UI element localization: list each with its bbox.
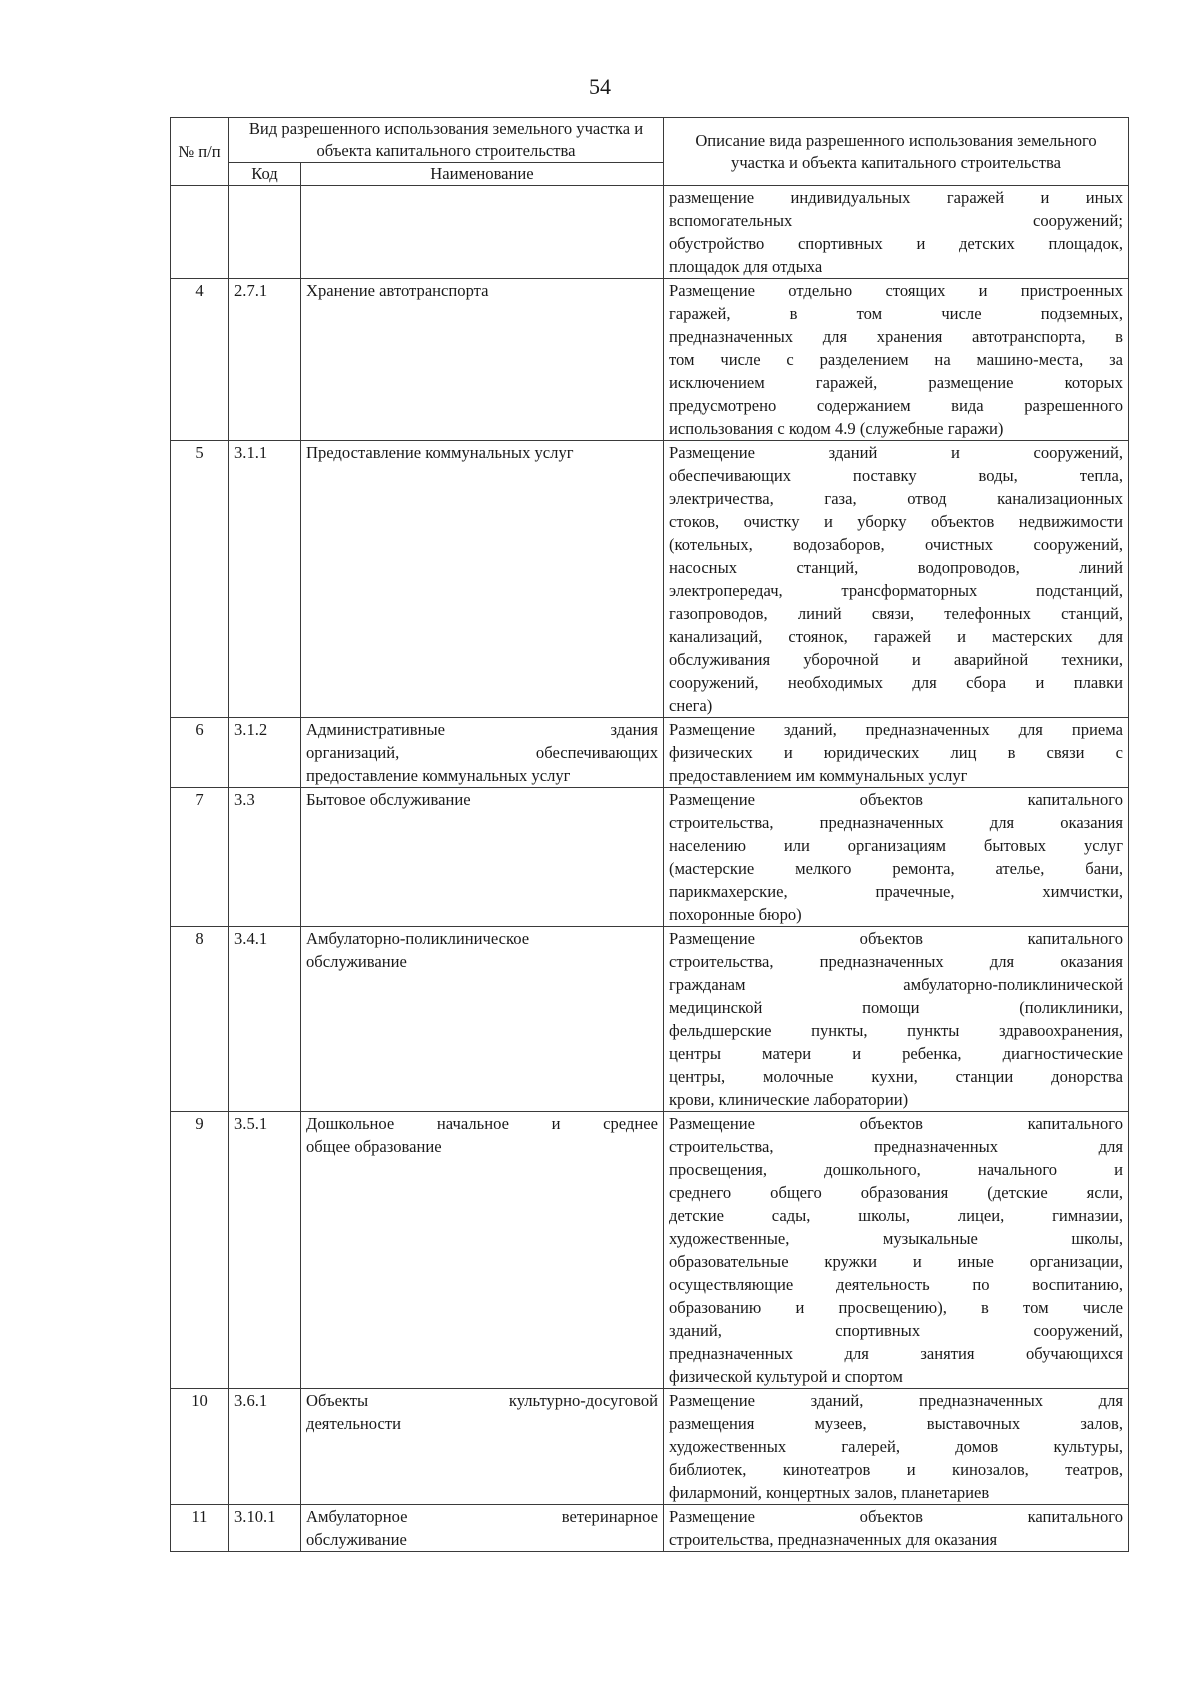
row-code: 3.1.1 (229, 441, 301, 718)
row-description-line: Размещение зданий, предназначенных для приема (669, 720, 1123, 739)
row-description-line: электричества, газа, отвод канализационных (669, 489, 1123, 508)
row-name (301, 1389, 664, 1505)
row-description-line: сооружений, необходимых для сбора и плавки (669, 673, 1123, 692)
row-name (301, 718, 664, 788)
row-description-line: предусмотрено содержанием вида разрешенного (669, 396, 1123, 415)
land-use-table (170, 117, 1129, 1552)
row-description-line: Размещение отдельно стоящих и пристроенных (669, 281, 1123, 300)
row-description-line: строительства, предназначенных для оказания (669, 952, 1123, 971)
row-description (664, 186, 1129, 279)
row-description-line: Размещение зданий и сооружений, (669, 443, 1123, 462)
row-description-line: стоков, очистку и уборку объектов недвижимости (669, 512, 1123, 531)
row-name (301, 441, 664, 718)
row-name (301, 927, 664, 1112)
row-code: 3.10.1 (229, 1505, 301, 1552)
row-number: 11 (171, 1505, 229, 1552)
row-description (664, 441, 1129, 718)
row-description-line: Размещение зданий, предназначенных для (669, 1391, 1123, 1410)
row-description-line: электропередач, трансформаторных подстанций, (669, 581, 1123, 600)
row-description (664, 788, 1129, 927)
row-code: 3.1.2 (229, 718, 301, 788)
row-description-line: крови, клинические лаборатории) (669, 1090, 909, 1109)
row-description-line: обустройство спортивных и детских площадок, (669, 234, 1123, 253)
row-description-line: Размещение объектов капитального (669, 929, 1123, 948)
row-number: 7 (171, 788, 229, 927)
row-description-line: том числе с разделением на машино-места, за (669, 350, 1123, 369)
row-description-line: строительства, предназначенных для оказания (669, 813, 1123, 832)
row-description-line: образовательные кружки и иные организации, (669, 1252, 1123, 1271)
row-name-line: Бытовое обслуживание (306, 790, 471, 809)
row-name-line: Дошкольное начальное и среднее (306, 1114, 658, 1133)
row-code: 3.5.1 (229, 1112, 301, 1389)
row-description-line: физической культурой и спортом (669, 1367, 903, 1386)
row-description (664, 1112, 1129, 1389)
row-description-line: строительства, предназначенных для (669, 1137, 1123, 1156)
row-description-line: вспомогательных сооружений; (669, 211, 1123, 230)
row-number: 10 (171, 1389, 229, 1505)
row-description-line: Размещение объектов капитального (669, 1114, 1123, 1133)
row-description-line: Размещение объектов капитального (669, 790, 1123, 809)
row-description-line: снега) (669, 696, 713, 715)
row-description-line: библиотек, кинотеатров и кинозалов, театров, (669, 1460, 1123, 1479)
row-description-line: художественные, музыкальные школы, (669, 1229, 1123, 1248)
row-description-line: насосных станций, водопроводов, линий (669, 558, 1123, 577)
row-name-line: обслуживание (306, 952, 407, 971)
table-row (171, 718, 1129, 788)
header-code: Код (229, 163, 301, 186)
row-description-line: предназначенных для хранения автотранспорта, в (669, 327, 1123, 346)
row-description-line: размещения музеев, выставочных залов, (669, 1414, 1123, 1433)
row-number: 6 (171, 718, 229, 788)
row-description-line: канализаций, стоянок, гаражей и мастерских для (669, 627, 1123, 646)
table-row (171, 788, 1129, 927)
row-code: 3.6.1 (229, 1389, 301, 1505)
row-number (171, 186, 229, 279)
row-name (301, 1112, 664, 1389)
row-description (664, 1505, 1129, 1552)
row-description-line: (котельных, водозаборов, очистных сооружений, (669, 535, 1123, 554)
row-number: 8 (171, 927, 229, 1112)
row-description-line: центры, молочные кухни, станции донорства (669, 1067, 1123, 1086)
row-name-line: Предоставление коммунальных услуг (306, 443, 574, 462)
row-description-line: образованию и просвещению), в том числе (669, 1298, 1123, 1317)
row-name-line: Хранение автотранспорта (306, 281, 489, 300)
row-description-line: исключением гаражей, размещение которых (669, 373, 1123, 392)
row-description-line: центры матери и ребенка, диагностические (669, 1044, 1123, 1063)
row-description (664, 1389, 1129, 1505)
row-description-line: просвещения, дошкольного, начального и (669, 1160, 1123, 1179)
table-body (171, 186, 1129, 1552)
row-name (301, 279, 664, 441)
row-number: 4 (171, 279, 229, 441)
row-description (664, 718, 1129, 788)
row-description-line: детские сады, школы, лицеи, гимназии, (669, 1206, 1123, 1225)
row-description-line: размещение индивидуальных гаражей и иных (669, 188, 1123, 207)
row-description-line: медицинской помощи (поликлиники, (669, 998, 1123, 1017)
row-name-line: Амбулаторное ветеринарное (306, 1507, 658, 1526)
row-name-line: предоставление коммунальных услуг (306, 766, 571, 785)
table-row (171, 279, 1129, 441)
row-description-line: населению или организациям бытовых услуг (669, 836, 1123, 855)
row-description-line: обслуживания уборочной и аварийной техники, (669, 650, 1123, 669)
header-name: Наименование (301, 163, 664, 186)
row-code (229, 186, 301, 279)
table-row (171, 186, 1129, 279)
row-code: 2.7.1 (229, 279, 301, 441)
row-description-line: фельдшерские пункты, пункты здравоохранения, (669, 1021, 1123, 1040)
row-name-line: организаций, обеспечивающих (306, 743, 658, 762)
row-description-line: филармоний, концертных залов, планетариев (669, 1483, 990, 1502)
page-number: 54 (589, 74, 611, 99)
row-description-line: зданий, спортивных сооружений, (669, 1321, 1123, 1340)
row-name-line: деятельности (306, 1414, 401, 1433)
row-description-line: гражданам амбулаторно-поликлинической (669, 975, 1123, 994)
table-header (171, 118, 1129, 186)
row-description-line: (мастерские мелкого ремонта, ателье, бани, (669, 859, 1123, 878)
row-name (301, 788, 664, 927)
row-name-line: общее образование (306, 1137, 442, 1156)
row-description-line: использования с кодом 4.9 (служебные гаражи) (669, 419, 1004, 438)
table-row (171, 1112, 1129, 1389)
row-description-line: осуществляющие деятельность по воспитанию, (669, 1275, 1123, 1294)
row-number: 5 (171, 441, 229, 718)
row-description-line: художественных галерей, домов культуры, (669, 1437, 1123, 1456)
row-name (301, 186, 664, 279)
row-description-line: площадок для отдыха (669, 257, 823, 276)
row-description-line: предназначенных для занятия обучающихся (669, 1344, 1123, 1363)
row-description-line: похоронные бюро) (669, 905, 802, 924)
row-description-line: гаражей, в том числе подземных, (669, 304, 1123, 323)
row-description (664, 927, 1129, 1112)
row-description-line: парикмахерские, прачечные, химчистки, (669, 882, 1123, 901)
row-name-line: Объекты культурно-досуговой (306, 1391, 658, 1410)
table-row (171, 1389, 1129, 1505)
header-desc: Описание вида разрешенного использования земельного участка и объекта капитального строительства (664, 118, 1129, 186)
row-name-line: Административные здания (306, 720, 658, 739)
row-name-line: обслуживание (306, 1530, 407, 1549)
row-description-line: физических и юридических лиц в связи с (669, 743, 1123, 762)
header-num: № п/п (171, 118, 229, 186)
row-description-line: Размещение объектов капитального (669, 1507, 1123, 1526)
row-name-line: Амбулаторно-поликлиническое (306, 929, 530, 948)
table-row (171, 927, 1129, 1112)
row-code: 3.3 (229, 788, 301, 927)
row-name (301, 1505, 664, 1552)
table-row (171, 441, 1129, 718)
row-number: 9 (171, 1112, 229, 1389)
row-description-line: обеспечивающих поставку воды, тепла, (669, 466, 1123, 485)
row-description (664, 279, 1129, 441)
row-code: 3.4.1 (229, 927, 301, 1112)
table-row (171, 1505, 1129, 1552)
row-description-line: предоставлением им коммунальных услуг (669, 766, 968, 785)
row-description-line: газопроводов, линий связи, телефонных станций, (669, 604, 1123, 623)
row-description-line: строительства, предназначенных для оказания (669, 1530, 998, 1549)
header-vid: Вид разрешенного использования земельного участка и объекта капитального строительства (229, 118, 664, 163)
row-description-line: среднего общего образования (детские ясли, (669, 1183, 1123, 1202)
